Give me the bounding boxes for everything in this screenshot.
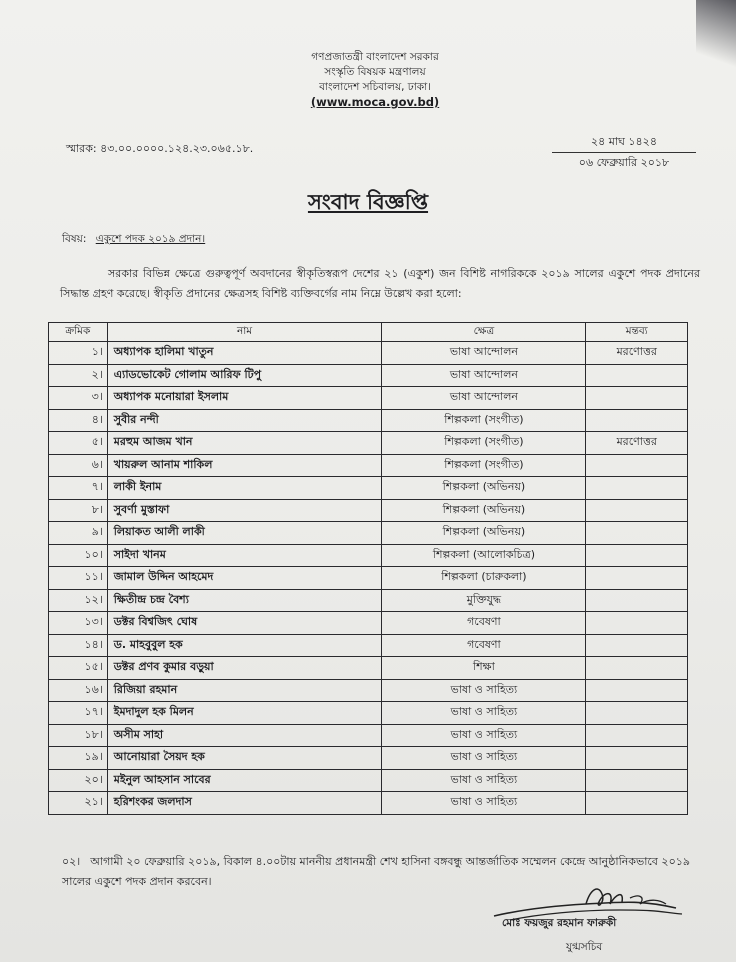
- header-remark: মন্তব্য: [586, 323, 688, 342]
- table-row: [49, 657, 688, 680]
- cell-remark: [586, 724, 688, 747]
- cell-remark: [586, 499, 688, 522]
- cell-field: ভাষা আন্দোলন: [382, 387, 586, 410]
- cell-remark: [586, 612, 688, 635]
- cell-name: সুবীর নন্দী: [107, 409, 382, 432]
- date-bangla: ২৪ মাঘ ১৪২৪: [552, 132, 696, 153]
- date-english: ০৬ ফেব্রুয়ারি ২০১৮: [578, 156, 670, 169]
- table-row: [49, 792, 688, 815]
- table-row: [49, 364, 688, 387]
- cell-field: গবেষণা: [382, 634, 586, 657]
- table-header-row: [49, 323, 688, 342]
- subject-value: একুশে পদক ২০১৯ প্রদান।: [95, 233, 206, 245]
- table-row: [49, 679, 688, 702]
- cell-serial: ৮।: [49, 499, 108, 522]
- footer-text: আগামী ২০ ফেব্রুয়ারি ২০১৯, বিকাল ৪.০০টায় মাননীয় প্রধানমন্ত্রী শেখ হাসিনা বঙ্গবন্ধু আন্তর্জাতিক সম্মেলন কেন্দ্রে আনুষ্ঠানিকভাবে ২০১৯ সালের একুশে পদক প্রদান করবেন।: [62, 855, 690, 888]
- cell-remark: [586, 792, 688, 815]
- cell-field: ভাষা ও সাহিত্য: [382, 769, 586, 792]
- cell-remark: [586, 567, 688, 590]
- cell-remark: [586, 747, 688, 770]
- header-serial: ক্রমিক: [49, 323, 108, 342]
- subject-line: [62, 232, 205, 249]
- cell-remark: [586, 769, 688, 792]
- cell-remark: মরণোত্তর: [586, 342, 688, 365]
- cell-field: ভাষা আন্দোলন: [382, 364, 586, 387]
- cell-serial: ১১।: [49, 567, 108, 590]
- cell-name: জামাল উদ্দিন আহমেদ: [107, 567, 382, 590]
- cell-serial: ৪।: [49, 409, 108, 432]
- cell-name: লাকী ইনাম: [107, 477, 382, 500]
- table-row: [49, 702, 688, 725]
- cell-serial: ৩।: [49, 387, 108, 410]
- cell-remark: [586, 387, 688, 410]
- signer-name: মোঃ ফয়জুর রহমান ফারুকী: [502, 917, 617, 929]
- cell-name: ডক্টর বিশ্বজিৎ ঘোষ: [107, 612, 382, 635]
- cell-remark: [586, 544, 688, 567]
- footer-number: ০২।: [62, 855, 81, 868]
- table-row: [49, 342, 688, 365]
- cell-serial: ৬।: [49, 454, 108, 477]
- subject-label: বিষয়:: [62, 233, 87, 245]
- cell-serial: ৭।: [49, 477, 108, 500]
- cell-serial: ১০।: [49, 544, 108, 567]
- ministry-name: সংস্কৃতি বিষয়ক মন্ত্রণালয়: [324, 66, 426, 78]
- cell-field: ভাষা ও সাহিত্য: [382, 724, 586, 747]
- cell-remark: [586, 679, 688, 702]
- cell-serial: ২০।: [49, 769, 108, 792]
- cell-name: অধ্যাপক হালিমা খাতুন: [107, 342, 382, 365]
- cell-serial: ১৮।: [49, 724, 108, 747]
- cell-serial: ২।: [49, 364, 108, 387]
- table-row: [49, 409, 688, 432]
- table-row: [49, 634, 688, 657]
- table-row: [49, 432, 688, 455]
- cell-remark: [586, 634, 688, 657]
- cell-remark: [586, 454, 688, 477]
- cell-serial: ১৪।: [49, 634, 108, 657]
- cell-field: শিক্ষা: [382, 657, 586, 680]
- page-shadow: [696, 0, 736, 70]
- cell-serial: ১২।: [49, 589, 108, 612]
- cell-name: মরহুম আজম খান: [107, 432, 382, 455]
- table-row: [49, 544, 688, 567]
- cell-field: শিল্পকলা (সংগীত): [382, 409, 586, 432]
- cell-name: ডক্টর প্রণব কুমার বড়ুয়া: [107, 657, 382, 680]
- website-link[interactable]: (www.moca.gov.bd): [310, 95, 440, 109]
- table-row: [49, 522, 688, 545]
- table-row: [49, 589, 688, 612]
- cell-field: শিল্পকলা (আলোকচিত্র): [382, 544, 586, 567]
- table-row: [49, 499, 688, 522]
- table-row: [49, 769, 688, 792]
- cell-remark: [586, 522, 688, 545]
- cell-name: ক্ষিতীন্দ্র চন্দ্র বৈশ্য: [107, 589, 382, 612]
- letterhead: [220, 50, 530, 110]
- cell-serial: ১৭।: [49, 702, 108, 725]
- cell-field: শিল্পকলা (চারুকলা): [382, 567, 586, 590]
- cell-serial: ৯।: [49, 522, 108, 545]
- cell-name: সুবর্ণা মুস্তাফা: [107, 499, 382, 522]
- secretariat-address: বাংলাদেশ সচিবালয়, ঢাকা।: [319, 81, 431, 93]
- cell-remark: [586, 702, 688, 725]
- signer-title: যুগ্মসচিব: [566, 941, 603, 953]
- header-name: নাম: [107, 323, 382, 342]
- table-row: [49, 454, 688, 477]
- table-row: [49, 724, 688, 747]
- cell-field: ভাষা ও সাহিত্য: [382, 702, 586, 725]
- cell-serial: ১৫।: [49, 657, 108, 680]
- cell-name: ড. মাহবুবুল হক: [107, 634, 382, 657]
- cell-field: শিল্পকলা (অভিনয়): [382, 477, 586, 500]
- cell-field: মুক্তিযুদ্ধ: [382, 589, 586, 612]
- cell-remark: [586, 657, 688, 680]
- cell-field: শিল্পকলা (অভিনয়): [382, 522, 586, 545]
- table-row: [49, 567, 688, 590]
- cell-serial: ১৩।: [49, 612, 108, 635]
- cell-serial: ২১।: [49, 792, 108, 815]
- cell-remark: মরণোত্তর: [586, 432, 688, 455]
- cell-field: ভাষা ও সাহিত্য: [382, 792, 586, 815]
- cell-name: অধ্যাপক মনোয়ারা ইসলাম: [107, 387, 382, 410]
- intro-paragraph: সরকার বিভিন্ন ক্ষেত্রে গুরুত্বপূর্ণ অবদানের স্বীকৃতিস্বরূপ দেশের ২১ (একুশ) জন বিশিষ্ট নাগরিককে ২০১৯ সালের একুশে পদক প্রদানের সিদ্ধান্ত গ্রহণ করেছে। স্বীকৃতি প্রদানের ক্ষেত্রসহ বিশিষ্ট ব্যক্তিবর্গের নাম নিম্নে উল্লেখ করা হলো:: [60, 267, 700, 300]
- memo-number: স্মারক: ৪৩.০০.০০০০.১২৪.২৩.০৬৫.১৮.: [66, 142, 254, 155]
- cell-name: আনোয়ারা সৈয়দ হক: [107, 747, 382, 770]
- cell-serial: ১৯।: [49, 747, 108, 770]
- cell-field: ভাষা আন্দোলন: [382, 342, 586, 365]
- date-block: [552, 132, 696, 173]
- page-title: সংবাদ বিজ্ঞপ্তি: [307, 190, 429, 214]
- cell-name: অসীম সাহা: [107, 724, 382, 747]
- table-row: [49, 747, 688, 770]
- cell-field: শিল্পকলা (সংগীত): [382, 454, 586, 477]
- table-row: [49, 477, 688, 500]
- cell-field: গবেষণা: [382, 612, 586, 635]
- cell-serial: ৫।: [49, 432, 108, 455]
- cell-remark: [586, 477, 688, 500]
- cell-remark: [586, 589, 688, 612]
- cell-name: রিজিয়া রহমান: [107, 679, 382, 702]
- table-row: [49, 387, 688, 410]
- cell-field: ভাষা ও সাহিত্য: [382, 747, 586, 770]
- govt-name: গণপ্রজাতন্ত্রী বাংলাদেশ সরকার: [311, 51, 439, 63]
- header-field: ক্ষেত্র: [382, 323, 586, 342]
- cell-serial: ১।: [49, 342, 108, 365]
- cell-name: এ্যাডভোকেট গোলাম আরিফ টিপু: [107, 364, 382, 387]
- cell-remark: [586, 364, 688, 387]
- cell-name: সাইদা খানম: [107, 544, 382, 567]
- cell-remark: [586, 409, 688, 432]
- cell-name: ইমদাদুল হক মিলন: [107, 702, 382, 725]
- cell-field: ভাষা ও সাহিত্য: [382, 679, 586, 702]
- table-row: [49, 612, 688, 635]
- cell-name: মইনুল আহসান সাবের: [107, 769, 382, 792]
- cell-name: হরিশংকর জলদাস: [107, 792, 382, 815]
- cell-field: শিল্পকলা (অভিনয়): [382, 499, 586, 522]
- cell-field: শিল্পকলা (সংগীত): [382, 432, 586, 455]
- cell-serial: ১৬।: [49, 679, 108, 702]
- awardee-table: [48, 322, 688, 815]
- cell-name: খায়রুল আনাম শাকিল: [107, 454, 382, 477]
- cell-name: লিয়াকত আলী লাকী: [107, 522, 382, 545]
